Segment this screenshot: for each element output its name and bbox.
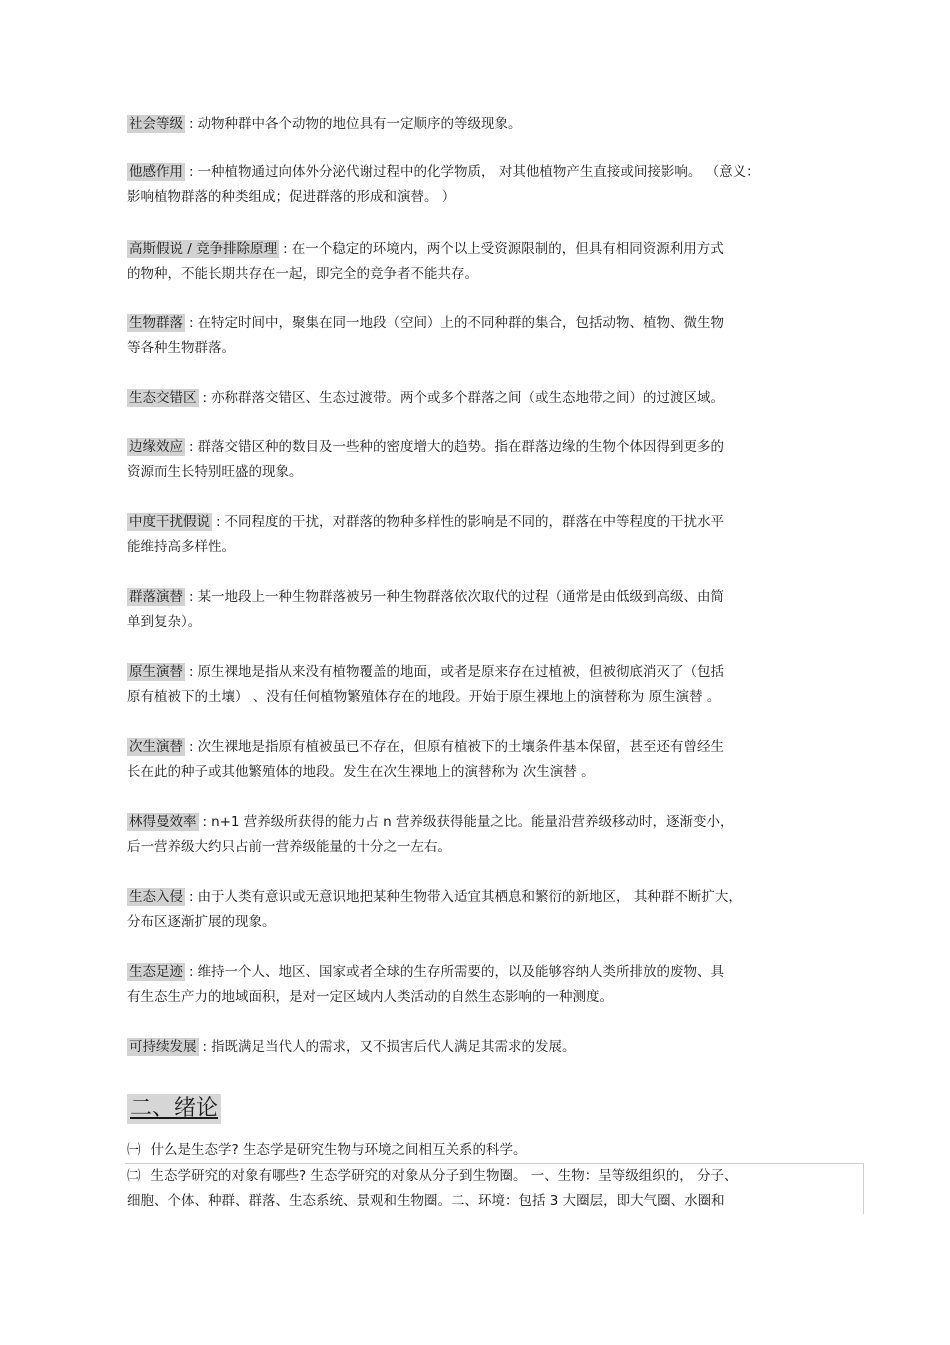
question-marker: ㈡ <box>127 1168 141 1184</box>
term-label: 次生演替 <box>129 739 183 755</box>
separator: : <box>189 739 194 755</box>
separator: : <box>202 1039 208 1055</box>
definition-text: 指既满足当代人的需求，又不损害后代人满足其需求的发展。 <box>211 1039 576 1055</box>
term-label: 高斯假说 / 竞争排除原理 <box>129 241 278 257</box>
separator: : <box>189 116 194 132</box>
definition-text: 能维持高多样性。 <box>127 539 235 555</box>
definition-text: 原生裸地是指从来没有植物覆盖的地面，或者是原来存在过植被，但被彻底消灭了（包括 <box>197 664 725 680</box>
definition-text: 后一营养级大约只占前一营养级能量的十分之一左右。 <box>127 839 451 855</box>
separator: : <box>283 241 288 257</box>
glossary-entry-ecotone <box>127 386 862 411</box>
definition-text: 原有植被下的土壤） 、没有任何植物繁殖体存在的地段。开始于原生裸地上的演替称为 原生演替 。 <box>127 689 721 705</box>
entry-line <box>127 885 862 910</box>
glossary-entry-sustainable-development <box>127 1035 862 1060</box>
definition-text: 不同程度的干扰，对群落的物种多样性的影响是不同的，群落在中等程度的干扰水平 <box>224 514 725 530</box>
separator: : <box>189 164 194 180</box>
glossary-entry-secondary-succession <box>127 735 862 785</box>
glossary-entry-intermediate-disturbance <box>127 510 862 560</box>
entry-line <box>127 660 862 685</box>
definition-text: 资源而生长特别旺盛的现象。 <box>127 464 303 480</box>
separator: : <box>189 889 194 905</box>
term-label: 可持续发展 <box>129 1039 197 1055</box>
separator: : <box>189 439 194 455</box>
definition-text: 在特定时间中，聚集在同一地段（空间）上的不同种群的集合，包括动物、植物、微生物 <box>197 315 725 331</box>
definition-text: 维持一个人、地区、国家或者全球的生存所需要的，以及能够容纳人类所排放的废物、具 <box>197 964 725 980</box>
glossary-entry-allelopathy <box>127 160 862 210</box>
definition-text: 长在此的种子或其他繁殖体的地段。发生在次生裸地上的演替称为 次生演替 。 <box>127 764 595 780</box>
term-label: 他感作用 <box>129 164 183 180</box>
question-1 <box>127 1138 864 1163</box>
term-label: 群落演替 <box>129 589 183 605</box>
entry-line <box>127 1035 862 1060</box>
term-label: 边缘效应 <box>129 439 183 455</box>
definition-text: 一种植物通过向体外分泌代谢过程中的化学物质， 对其他植物产生直接或间接影响。 （意义： <box>197 164 760 180</box>
term-label: 中度干扰假说 <box>129 514 210 530</box>
entry-line <box>127 585 862 610</box>
term-label: 生物群落 <box>129 315 183 331</box>
section-heading: 二、绪论 <box>127 1094 221 1124</box>
term-label: 林得曼效率 <box>129 814 197 830</box>
separator: : <box>189 964 194 980</box>
term-label: 生态入侵 <box>129 889 183 905</box>
glossary-entry-biotic-community <box>127 311 862 361</box>
definition-text: 由于人类有意识或无意识地把某种生物带入适宜其栖息和繁衍的新地区， 其种群不断扩大， <box>197 889 742 905</box>
term-label: 生态交错区 <box>129 390 197 406</box>
glossary-entry-ecological-footprint <box>127 960 862 1010</box>
definition-text: 等各种生物群落。 <box>127 340 235 356</box>
glossary-entry-edge-effect <box>127 435 862 485</box>
glossary-entry-ecological-invasion <box>127 885 862 935</box>
separator: : <box>189 589 194 605</box>
definition-text: 次生裸地是指原有植被虽已不存在，但原有植被下的土壤条件基本保留，甚至还有曾经生 <box>197 739 725 755</box>
entry-line <box>127 960 862 985</box>
separator: : <box>189 315 194 331</box>
question-text: 什么是生态学? 生态学是研究生物与环境之间相互关系的科学。 <box>150 1142 527 1158</box>
definition-text: 影响植物群落的种类组成；促进群落的形成和演替。 ） <box>127 189 456 205</box>
glossary-entry-gause-hypothesis <box>127 237 862 287</box>
entry-line <box>127 810 862 835</box>
separator: : <box>216 514 221 530</box>
definition-text: 群落交错区种的数目及一些种的密度增大的趋势。指在群落边缘的生物个体因得到更多的 <box>197 439 725 455</box>
entry-line <box>127 510 862 535</box>
separator: : <box>202 390 208 406</box>
definition-text: 某一地段上一种生物群落被另一种生物群落依次取代的过程（通常是由低级到高级、由简 <box>197 589 725 605</box>
entry-line <box>127 237 862 262</box>
separator: : <box>189 664 194 680</box>
definition-text: 动物种群中各个动物的地位具有一定顺序的等级现象。 <box>197 116 522 132</box>
entry-line <box>127 735 862 760</box>
definition-text: 亦称群落交错区、生态过渡带。两个或多个群落之间（或生态地带之间）的过渡区域。 <box>211 390 725 406</box>
question-marker: ㈠ <box>127 1142 141 1158</box>
definition-text: 分布区逐渐扩展的现象。 <box>127 914 276 930</box>
entry-line <box>127 386 862 411</box>
definition-text: 单到复杂）。 <box>127 614 202 630</box>
glossary-entry-succession <box>127 585 862 635</box>
entry-line <box>127 112 862 137</box>
definition-text: 有生态生产力的地域面积，是对一定区域内人类活动的自然生态影响的一种测度。 <box>127 989 613 1005</box>
definition-text: n+1 营养级所获得的能力占 n 营养级获得能量之比。能量沿营养级移动时，逐渐变小， <box>211 814 734 830</box>
question-2 <box>125 1163 864 1214</box>
term-label: 社会等级 <box>129 116 183 132</box>
glossary-entry-lindeman-efficiency <box>127 810 862 860</box>
entry-line <box>127 435 862 460</box>
intro-block <box>127 1138 864 1214</box>
question-line <box>127 1164 863 1189</box>
entry-line <box>127 311 862 336</box>
question-text: 细胞、个体、种群、群落、生态系统、景观和生物圈。二、环境：包括 3 大圈层，即大气圈、水圈和 <box>127 1193 725 1209</box>
definition-text: 的物种，不能长期共存在一起，即完全的竞争者不能共存。 <box>127 266 478 282</box>
definition-text: 在一个稳定的环境内，两个以上受资源限制的，但具有相同资源利用方式 <box>291 241 724 257</box>
entry-line <box>127 160 862 185</box>
glossary-entry-primary-succession <box>127 660 862 710</box>
glossary-entry-social-hierarchy <box>127 112 862 137</box>
question-text: 生态学研究的对象有哪些? 生态学研究的对象从分子到生物圈。 一、生物：呈等级组织的， 分子、 <box>150 1168 738 1184</box>
term-label: 生态足迹 <box>129 964 183 980</box>
term-label: 原生演替 <box>129 664 183 680</box>
separator: : <box>202 814 208 830</box>
